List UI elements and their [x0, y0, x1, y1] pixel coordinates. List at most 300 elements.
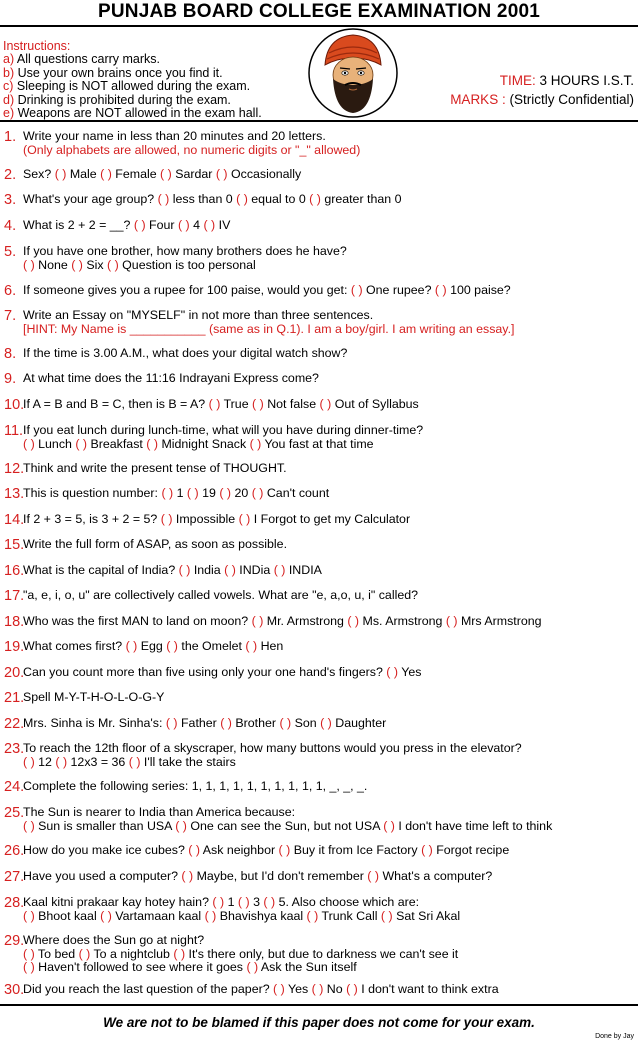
question-1: [4, 130, 638, 157]
option-label: I Forgot to get my Calculator: [253, 512, 411, 526]
instruction-item: c) Sleeping is NOT allowed during the exam.: [3, 79, 251, 94]
option-label: Bhoot kaal: [38, 909, 97, 923]
option-checkbox[interactable]: ( ): [259, 895, 279, 909]
question-text: If the time is 3.00 A.M., what does your digital watch show?: [23, 346, 348, 360]
answer-option[interactable]: [161, 486, 183, 500]
answer-option[interactable]: [216, 486, 248, 500]
option-label: Breakfast: [90, 437, 143, 451]
answer-option[interactable]: [316, 397, 419, 411]
option-label: Daughter: [335, 716, 387, 730]
option-label: Male: [69, 167, 97, 181]
answer-option[interactable]: [252, 614, 344, 628]
option-label: less than 0: [172, 192, 233, 206]
question-text: Sex?: [23, 167, 55, 181]
question-28: [4, 896, 638, 923]
option-checkbox[interactable]: ( ): [316, 397, 335, 411]
question-16: [4, 564, 638, 578]
option-checkbox[interactable]: ( ): [165, 716, 181, 730]
question-number: 27.: [4, 869, 25, 885]
option-checkbox[interactable]: ( ): [156, 167, 176, 181]
question-number: 8.: [4, 346, 17, 362]
question-number: 1.: [4, 129, 17, 145]
answer-option[interactable]: [273, 982, 308, 996]
option-checkbox[interactable]: ( ): [303, 909, 322, 923]
option-checkbox[interactable]: ( ): [67, 258, 87, 272]
question-number: 2.: [4, 167, 17, 183]
option-label: Bhavishya kaal: [219, 909, 304, 923]
answer-option[interactable]: [134, 218, 175, 232]
question-number: 26.: [4, 843, 25, 859]
answer-option[interactable]: [183, 486, 215, 500]
option-checkbox[interactable]: ( ): [75, 947, 94, 961]
option-checkbox[interactable]: ( ): [220, 563, 240, 577]
answer-option[interactable]: [72, 437, 143, 451]
option-checkbox[interactable]: ( ): [442, 614, 461, 628]
answer-option[interactable]: [201, 909, 303, 923]
option-checkbox[interactable]: ( ): [212, 895, 228, 909]
question-number: 6.: [4, 283, 17, 299]
answer-option[interactable]: [343, 982, 499, 996]
option-checkbox[interactable]: ( ): [96, 167, 116, 181]
option-checkbox[interactable]: ( ): [350, 283, 367, 297]
question-text: What's your age group?: [23, 192, 158, 206]
question-7: [4, 309, 638, 336]
question-number: 20.: [4, 665, 25, 681]
answer-option[interactable]: [243, 960, 357, 974]
answer-option[interactable]: [23, 947, 75, 961]
option-checkbox[interactable]: ( ): [275, 843, 294, 857]
option-checkbox[interactable]: ( ): [377, 909, 397, 923]
answer-option[interactable]: [52, 755, 125, 769]
question-number: 9.: [4, 371, 17, 387]
marks-info: MARKS : (Strictly Confidential): [450, 92, 634, 107]
question-text: If someone gives you a rupee for 100 paise, would you get:: [23, 283, 351, 297]
option-row: [4, 820, 638, 833]
question-12: [4, 462, 638, 476]
question-text: Did you reach the last question of the paper?: [23, 982, 274, 996]
option-checkbox[interactable]: ( ): [133, 218, 150, 232]
answer-option[interactable]: [200, 218, 230, 232]
option-checkbox[interactable]: ( ): [23, 258, 39, 272]
option-label: It's there only, but due to darkness we can't see it: [188, 947, 459, 961]
option-checkbox[interactable]: ( ): [241, 639, 261, 653]
question-text: If you eat lunch during lunch-time, what will you have during dinner-time?: [23, 423, 424, 437]
option-label: 19: [202, 486, 216, 500]
question-text: Mrs. Sinha is Mr. Sinha's:: [23, 716, 166, 730]
question-number: 7.: [4, 308, 17, 324]
instruction-item: b) Use your own brains once you find it.: [3, 65, 223, 80]
answer-option[interactable]: [126, 639, 163, 653]
option-label: Maybe, but I'd don't remember: [196, 869, 364, 883]
option-checkbox[interactable]: ( ): [386, 665, 402, 679]
option-label: 12: [38, 755, 52, 769]
answer-option[interactable]: [344, 614, 442, 628]
answer-option[interactable]: [221, 563, 271, 577]
header-divider: [0, 120, 638, 122]
option-label: equal to 0: [251, 192, 306, 206]
option-checkbox[interactable]: ( ): [212, 167, 231, 181]
option-checkbox[interactable]: ( ): [248, 397, 268, 411]
question-3: [4, 193, 638, 207]
option-label: No: [326, 982, 343, 996]
option-checkbox[interactable]: ( ): [251, 614, 267, 628]
question-text: To reach the 12th floor of a skyscraper, how many buttons would you press in the elevator?: [23, 741, 522, 755]
answer-option[interactable]: [248, 486, 329, 500]
option-label: 12x3 = 36: [70, 755, 126, 769]
answer-option[interactable]: [97, 167, 157, 181]
option-label: Impossible: [175, 512, 236, 526]
question-number: 13.: [4, 486, 25, 502]
option-checkbox[interactable]: ( ): [208, 397, 224, 411]
question-22: [4, 717, 638, 731]
question-30: [4, 983, 638, 997]
instruction-item: a) All questions carry marks.: [3, 52, 161, 67]
option-checkbox[interactable]: ( ): [171, 819, 191, 833]
option-label: the Omelet: [181, 639, 242, 653]
option-label: Ms. Armstrong: [362, 614, 443, 628]
option-checkbox[interactable]: ( ): [316, 716, 336, 730]
question-20: [4, 666, 638, 680]
question-2: [4, 168, 638, 182]
answer-option[interactable]: [351, 283, 432, 297]
option-checkbox[interactable]: ( ): [103, 258, 123, 272]
question-17: [4, 589, 638, 603]
option-label: Midnight Snack: [161, 437, 247, 451]
option-checkbox[interactable]: ( ): [248, 486, 267, 500]
answer-option[interactable]: [161, 512, 235, 526]
answer-option[interactable]: [188, 843, 275, 857]
option-checkbox[interactable]: ( ): [54, 167, 70, 181]
answer-option[interactable]: [306, 192, 402, 206]
option-label: I don't have time left to think: [398, 819, 553, 833]
answer-option[interactable]: [23, 437, 72, 451]
option-label: You fast at that time: [264, 437, 374, 451]
answer-option[interactable]: [172, 819, 380, 833]
option-checkbox[interactable]: ( ): [215, 486, 235, 500]
option-checkbox[interactable]: ( ): [161, 486, 177, 500]
option-checkbox[interactable]: ( ): [23, 755, 39, 769]
option-checkbox[interactable]: ( ): [234, 895, 254, 909]
question-number: 29.: [4, 933, 25, 949]
question-9: [4, 372, 638, 386]
option-label: Sat Sri Akal: [396, 909, 461, 923]
option-row: [4, 910, 638, 923]
answer-option[interactable]: [431, 283, 510, 297]
answer-option[interactable]: [166, 716, 217, 730]
option-checkbox[interactable]: ( ): [343, 614, 363, 628]
option-label: What's a computer?: [382, 869, 493, 883]
option-label: Six: [86, 258, 104, 272]
answer-option[interactable]: [275, 843, 418, 857]
option-label: Egg: [140, 639, 163, 653]
option-label: INDia: [239, 563, 271, 577]
option-label: 20: [234, 486, 249, 500]
answer-option[interactable]: [386, 665, 421, 679]
option-label: 5. Also choose which are:: [278, 895, 420, 909]
question-number: 14.: [4, 512, 25, 528]
option-checkbox[interactable]: ( ): [23, 947, 38, 961]
footer-divider: [0, 1004, 638, 1006]
footer-note: We are not to be blamed if this paper does not come for your exam.: [103, 1015, 535, 1030]
question-number: 21.: [4, 690, 25, 706]
question-text: What comes first?: [23, 639, 126, 653]
answer-option[interactable]: [104, 258, 256, 272]
option-label: Forgot recipe: [436, 843, 510, 857]
option-label: Mr. Armstrong: [266, 614, 344, 628]
option-label: Female: [115, 167, 157, 181]
option-label: None: [38, 258, 68, 272]
option-checkbox[interactable]: ( ): [305, 192, 325, 206]
answer-option[interactable]: [23, 960, 243, 974]
option-checkbox[interactable]: ( ): [160, 512, 176, 526]
option-checkbox[interactable]: ( ): [308, 982, 327, 996]
option-label: Not false: [267, 397, 317, 411]
option-label: India: [193, 563, 221, 577]
question-number: 17.: [4, 588, 25, 604]
option-row: [4, 438, 638, 451]
question-note: [HINT: My Name is ___________ (same as in Q.1). I am a boy/girl. I am writing an essay.]: [23, 322, 515, 336]
question-text: If A = B and B = C, then is B = A?: [23, 397, 209, 411]
question-number: 18.: [4, 614, 25, 630]
option-checkbox[interactable]: ( ): [125, 755, 144, 769]
answer-option[interactable]: [158, 192, 233, 206]
question-text: Kaal kitni prakaar kay hotey hain?: [23, 895, 213, 909]
sardar-avatar-icon: [305, 27, 401, 119]
instruction-item: e) Weapons are NOT allowed in the exam hall.: [3, 106, 262, 121]
option-checkbox[interactable]: ( ): [276, 716, 295, 730]
question-number: 10.: [4, 397, 25, 413]
option-checkbox[interactable]: ( ): [71, 437, 91, 451]
answer-option[interactable]: [249, 397, 317, 411]
answer-option[interactable]: [217, 716, 276, 730]
option-label: True: [223, 397, 249, 411]
answer-option[interactable]: [212, 167, 301, 181]
option-checkbox[interactable]: ( ): [174, 218, 194, 232]
option-checkbox[interactable]: ( ): [243, 960, 261, 974]
answer-option[interactable]: [97, 909, 201, 923]
option-checkbox[interactable]: ( ): [96, 909, 116, 923]
option-checkbox[interactable]: ( ): [431, 283, 451, 297]
option-checkbox[interactable]: ( ): [162, 639, 182, 653]
question-number: 3.: [4, 192, 17, 208]
question-13: [4, 487, 638, 501]
option-checkbox[interactable]: ( ): [181, 869, 197, 883]
option-checkbox[interactable]: ( ): [23, 437, 39, 451]
question-text: Spell M-Y-T-H-O-L-O-G-Y: [23, 690, 165, 704]
question-5: [4, 245, 638, 272]
credit: Done by Jay: [595, 1033, 634, 1040]
option-checkbox[interactable]: ( ): [178, 563, 194, 577]
question-note: (Only alphabets are allowed, no numeric digits or "_" allowed): [23, 143, 361, 157]
question-number: 23.: [4, 741, 25, 757]
option-label: One rupee?: [366, 283, 432, 297]
option-row: [4, 961, 638, 974]
answer-option[interactable]: [303, 909, 377, 923]
option-checkbox[interactable]: ( ): [125, 639, 141, 653]
answer-option[interactable]: [125, 755, 235, 769]
answer-option[interactable]: [163, 639, 242, 653]
question-4: [4, 219, 638, 233]
question-number: 4.: [4, 218, 17, 234]
option-label: To bed: [37, 947, 76, 961]
option-label: Sun is smaller than USA: [38, 819, 172, 833]
answer-option[interactable]: [233, 192, 306, 206]
option-checkbox[interactable]: ( ): [417, 843, 437, 857]
question-text: Can you count more than five using only your one hand's fingers?: [23, 665, 387, 679]
answer-option[interactable]: [235, 512, 410, 526]
answer-option[interactable]: [442, 614, 541, 628]
option-label: 1: [176, 486, 184, 500]
option-label: To a nightclub: [93, 947, 170, 961]
question-number: 16.: [4, 563, 25, 579]
option-label: Trunk Call: [321, 909, 378, 923]
option-label: 3: [253, 895, 260, 909]
option-checkbox[interactable]: ( ): [142, 437, 162, 451]
answer-option[interactable]: [234, 895, 260, 909]
option-checkbox[interactable]: ( ): [23, 819, 39, 833]
question-text: What is the capital of India?: [23, 563, 179, 577]
option-checkbox[interactable]: ( ): [23, 909, 39, 923]
instructions-block: [3, 40, 262, 120]
answer-option[interactable]: [418, 843, 510, 857]
answer-option[interactable]: [260, 895, 419, 909]
option-checkbox[interactable]: ( ): [200, 218, 219, 232]
question-23: [4, 742, 638, 769]
option-label: Ask neighbor: [202, 843, 276, 857]
answer-option[interactable]: [209, 397, 249, 411]
option-label: Hen: [260, 639, 284, 653]
option-label: Occasionally: [231, 167, 302, 181]
option-checkbox[interactable]: ( ): [201, 909, 220, 923]
page-title: PUNJAB BOARD COLLEGE EXAMINATION 2001: [98, 1, 540, 22]
question-text: The Sun is nearer to India than America because:: [23, 805, 296, 819]
answer-option[interactable]: [276, 716, 317, 730]
option-label: IV: [218, 218, 231, 232]
answer-option[interactable]: [179, 563, 221, 577]
question-number: 11.: [4, 423, 24, 439]
answer-option[interactable]: [270, 563, 322, 577]
option-label: Sardar: [175, 167, 213, 181]
option-checkbox[interactable]: ( ): [183, 486, 203, 500]
answer-option[interactable]: [380, 819, 553, 833]
question-number: 19.: [4, 639, 25, 655]
question-14: [4, 513, 638, 527]
answer-option[interactable]: [242, 639, 283, 653]
option-label: Father: [180, 716, 217, 730]
answer-option[interactable]: [23, 819, 172, 833]
option-label: 100 paise?: [450, 283, 511, 297]
option-checkbox[interactable]: ( ): [235, 512, 254, 526]
option-checkbox[interactable]: ( ): [157, 192, 173, 206]
question-8: [4, 347, 638, 361]
instructions-heading: Instructions:: [3, 39, 71, 53]
question-10: [4, 398, 638, 412]
question-number: 24.: [4, 779, 25, 795]
answer-option[interactable]: [317, 716, 387, 730]
answer-option[interactable]: [23, 258, 68, 272]
question-text: If you have one brother, how many brothers does he have?: [23, 244, 347, 258]
answer-option[interactable]: [170, 947, 458, 961]
answer-option[interactable]: [75, 947, 170, 961]
question-text: "a, e, i, o, u" are collectively called vowels. What are "e, a,o, u, i" called?: [23, 588, 419, 602]
answer-option[interactable]: [143, 437, 246, 451]
answer-option[interactable]: [212, 895, 234, 909]
option-label: Question is too personal: [122, 258, 256, 272]
question-29: [4, 934, 638, 974]
question-text: This is question number:: [23, 486, 162, 500]
option-checkbox[interactable]: ( ): [23, 960, 39, 974]
option-label: I don't want to think extra: [361, 982, 499, 996]
option-checkbox[interactable]: ( ): [270, 563, 289, 577]
answer-option[interactable]: [68, 258, 104, 272]
option-checkbox[interactable]: ( ): [273, 982, 288, 996]
option-row: [4, 756, 638, 769]
option-label: Buy it from Ice Factory: [293, 843, 418, 857]
question-text: Complete the following series: 1, 1, 1, 1, 1, 1, 1, 1, 1, 1, _, _, _.: [23, 779, 368, 793]
answer-option[interactable]: [246, 437, 373, 451]
answer-option[interactable]: [23, 909, 97, 923]
question-26: [4, 844, 638, 858]
answer-option[interactable]: [308, 982, 342, 996]
option-checkbox[interactable]: ( ): [51, 755, 71, 769]
option-checkbox[interactable]: ( ): [169, 947, 189, 961]
option-label: 4: [193, 218, 201, 232]
question-number: 5.: [4, 244, 17, 260]
option-checkbox[interactable]: ( ): [246, 437, 265, 451]
option-checkbox[interactable]: ( ): [379, 819, 399, 833]
question-number: 28.: [4, 895, 25, 911]
option-checkbox[interactable]: ( ): [188, 843, 203, 857]
option-label: Ask the Sun itself: [260, 960, 357, 974]
answer-option[interactable]: [55, 167, 97, 181]
question-15: [4, 538, 638, 552]
question-27: [4, 870, 638, 884]
question-text: Where does the Sun go at night?: [23, 933, 205, 947]
question-text: How do you make ice cubes?: [23, 843, 189, 857]
option-label: Vartamaan kaal: [115, 909, 202, 923]
answer-option[interactable]: [377, 909, 460, 923]
option-checkbox[interactable]: ( ): [363, 869, 383, 883]
question-number: 25.: [4, 805, 25, 821]
answer-option[interactable]: [364, 869, 492, 883]
answer-option[interactable]: [157, 167, 213, 181]
question-text: Who was the first MAN to land on moon?: [23, 614, 252, 628]
option-checkbox[interactable]: ( ): [232, 192, 252, 206]
option-label: Four: [149, 218, 175, 232]
option-label: Yes: [401, 665, 422, 679]
answer-option[interactable]: [175, 218, 201, 232]
option-label: Son: [294, 716, 317, 730]
question-text: What is 2 + 2 = __?: [23, 218, 134, 232]
question-25: [4, 806, 638, 833]
question-text: If 2 + 3 = 5, is 3 + 2 = 5?: [23, 512, 161, 526]
option-checkbox[interactable]: ( ): [216, 716, 236, 730]
question-19: [4, 640, 638, 654]
option-label: I'll take the stairs: [143, 755, 236, 769]
option-label: Mrs Armstrong: [460, 614, 542, 628]
option-checkbox[interactable]: ( ): [342, 982, 362, 996]
question-text: Have you used a computer?: [23, 869, 182, 883]
option-label: greater than 0: [324, 192, 402, 206]
question-24: [4, 780, 638, 794]
question-11: [4, 424, 638, 451]
answer-option[interactable]: [181, 869, 363, 883]
question-number: 22.: [4, 716, 25, 732]
answer-option[interactable]: [23, 755, 52, 769]
question-text: Think and write the present tense of THOUGHT.: [23, 461, 287, 475]
option-label: Can't count: [266, 486, 330, 500]
option-label: One can see the Sun, but not USA: [190, 819, 380, 833]
